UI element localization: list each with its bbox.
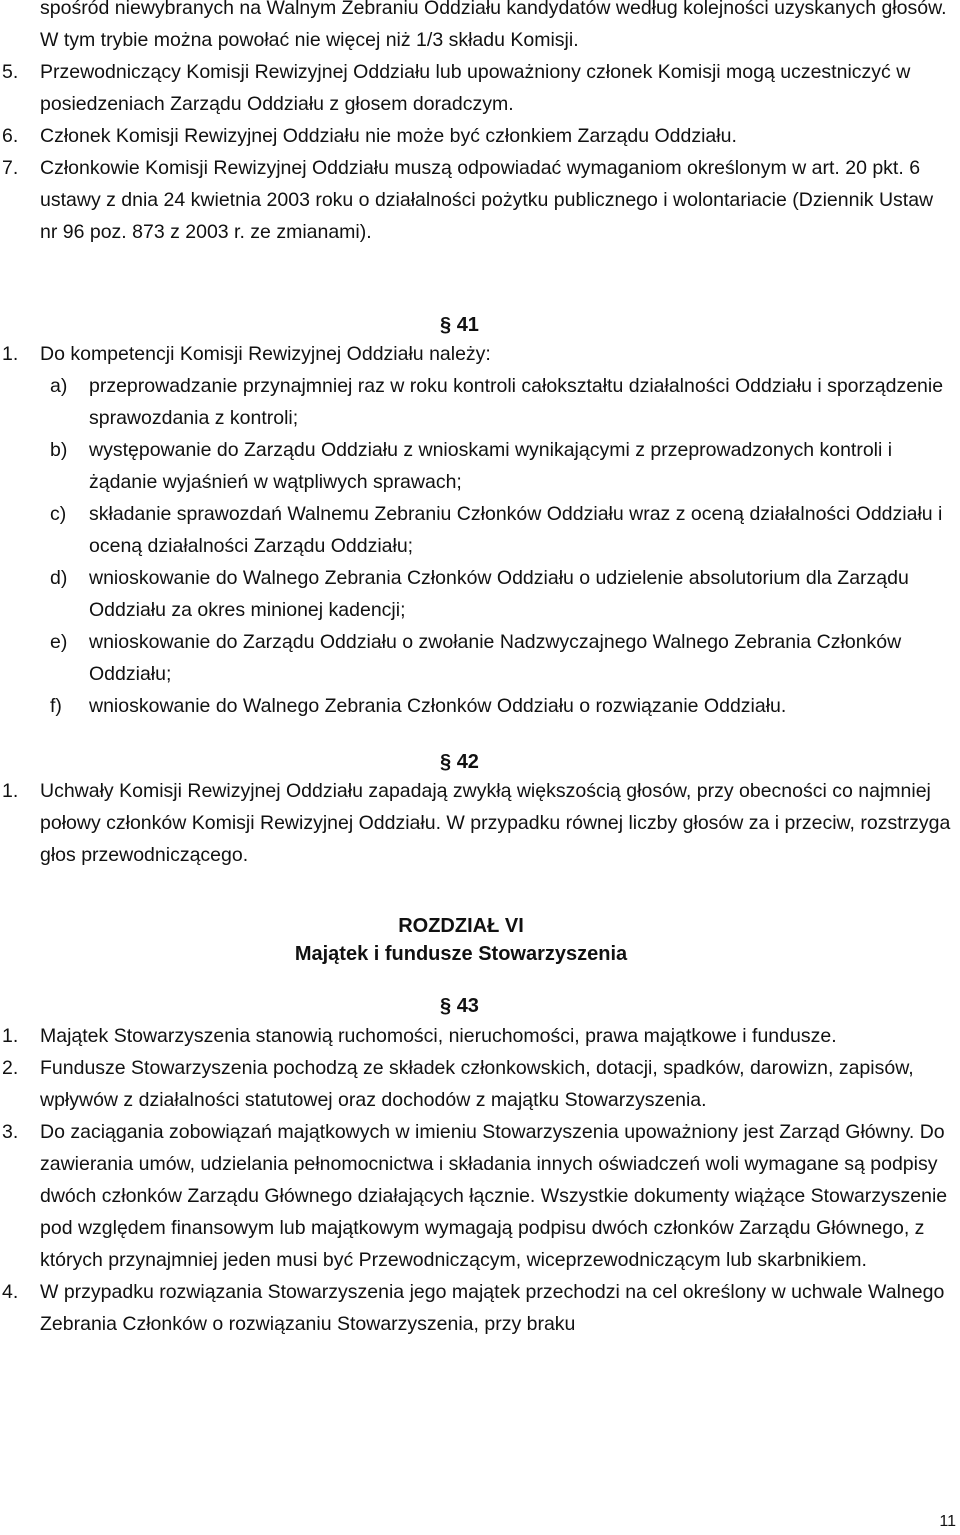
item-text: Do zaciągania zobowiązań majątkowych w imieniu Stowarzyszenia upoważniony jest Zarząd Główny. Do zawierania umów, udzielania pełnomocnictwa i składania innych oświadczeń woli wymagane są podpisy dwóch członków Zarządu Głównego działających łącznie. Wszystkie dokumenty wiążące Stowarzyszenie pod względem finansowym lub majątkowym wymagają podpisu dwóch członków Zarządu Głównego, z których przynajmniej jeden musi być Przewodniczącym, wiceprzewodniczącym lub skarbnikiem.	[40, 1121, 948, 1271]
sub-item	[0, 626, 955, 690]
list-item	[0, 1020, 955, 1052]
sub-item-label: f)	[50, 695, 62, 717]
sub-item	[0, 690, 955, 722]
chapter-subtitle: Majątek i fundusze Stowarzyszenia	[294, 943, 628, 965]
section-heading-42	[440, 746, 479, 778]
sub-item-text: przeprowadzanie przynajmniej raz w roku kontroli całokształtu działalności Oddziału i sporządzenie sprawozdania z kontroli;	[89, 375, 944, 429]
list-item	[0, 1116, 955, 1276]
list-item	[0, 56, 955, 120]
item-text: Członek Komisji Rewizyjnej Oddziału nie może być członkiem Zarządu Oddziału.	[40, 125, 737, 147]
section-number: 41	[456, 314, 479, 336]
item-number: 5.	[2, 61, 19, 83]
section-number: 42	[456, 751, 479, 773]
sub-item-text: wnioskowanie do Walnego Zebrania Członków Oddziału o rozwiązanie Oddziału.	[89, 695, 787, 717]
item-number: 2.	[2, 1057, 19, 1079]
item-number: 6.	[2, 125, 19, 147]
sub-item	[0, 498, 955, 562]
sub-item	[0, 562, 955, 626]
sub-item	[0, 434, 955, 498]
section-41-body	[0, 338, 955, 722]
item-number: 3.	[2, 1121, 19, 1143]
intro-block	[0, 0, 955, 248]
item-text: Do kompetencji Komisji Rewizyjnej Oddziału należy:	[40, 343, 491, 365]
section-42-body	[0, 775, 955, 871]
item-number: 4.	[2, 1281, 19, 1303]
list-item	[0, 120, 955, 152]
sub-item-label: e)	[50, 631, 68, 653]
list-item	[0, 1276, 955, 1340]
item-number: 7.	[2, 157, 19, 179]
item-number: 1.	[2, 780, 19, 802]
sub-item-text: wnioskowanie do Walnego Zebrania Członków Oddziału o udzielenie absolutorium dla Zarządu Oddziału za okres minionej kadencji;	[89, 567, 909, 621]
continuation-text: spośród niewybranych na Walnym Zebraniu Oddziału kandydatów według kolejności uzyskanych głosów. W tym trybie można powołać nie więcej niż 1/3 składu Komisji.	[40, 0, 947, 51]
page-number: 11	[939, 1513, 956, 1530]
list-item	[0, 775, 955, 871]
list-item	[0, 152, 955, 248]
item-text: W przypadku rozwiązania Stowarzyszenia jego majątek przechodzi na cel określony w uchwale Walnego Zebrania Członków o rozwiązaniu Stowarzyszenia, przy braku	[40, 1281, 945, 1335]
item-text: Przewodniczący Komisji Rewizyjnej Oddziału lub upoważniony członek Komisji mogą uczestniczyć w posiedzeniach Zarządu Oddziału z głosem doradczym.	[40, 61, 911, 115]
item-number: 1.	[2, 343, 19, 365]
continuation-paragraph	[0, 0, 955, 56]
item-text: Majątek Stowarzyszenia stanowią ruchomości, nieruchomości, prawa majątkowe i fundusze.	[40, 1025, 837, 1047]
paragraph-sign-icon: §	[440, 751, 452, 773]
section-heading-43	[440, 990, 479, 1022]
sub-item	[0, 370, 955, 434]
item-number: 1.	[2, 1025, 19, 1047]
item-text: Uchwały Komisji Rewizyjnej Oddziału zapadają zwykłą większością głosów, przy obecności co najmniej połowy członków Komisji Rewizyjnej Oddziału. W przypadku równej liczby głosów za i przeciw, rozstrzyga głos przewodniczącego.	[40, 780, 951, 866]
sub-item-label: a)	[50, 375, 68, 397]
sub-item-label: b)	[50, 439, 68, 461]
list-item	[0, 338, 955, 370]
paragraph-sign-icon: §	[440, 995, 452, 1017]
section-heading-41	[440, 309, 479, 341]
list-item	[0, 1052, 955, 1116]
section-43-body	[0, 1020, 955, 1340]
sub-item-label: d)	[50, 567, 68, 589]
section-number: 43	[456, 995, 479, 1017]
item-text: Fundusze Stowarzyszenia pochodzą ze składek członkowskich, dotacji, spadków, darowizn, zapisów, wpływów z działalności statutowej oraz dochodów z majątku Stowarzyszenia.	[40, 1057, 914, 1111]
sub-item-text: wnioskowanie do Zarządu Oddziału o zwołanie Nadzwyczajnego Walnego Zebrania Członków Oddziału;	[89, 631, 902, 685]
sub-item-text: występowanie do Zarządu Oddziału z wnioskami wynikającymi z przeprowadzonych kontroli i żądanie wyjaśnień w wątpliwych sprawach;	[89, 439, 893, 493]
chapter-title: ROZDZIAŁ VI	[398, 915, 524, 937]
paragraph-sign-icon: §	[440, 314, 452, 336]
sub-item-text: składanie sprawozdań Walnemu Zebraniu Członków Oddziału wraz z oceną działalności Oddziału i oceną działalności Zarządu Oddziału;	[89, 503, 943, 557]
item-text: Członkowie Komisji Rewizyjnej Oddziału muszą odpowiadać wymaganiom określonym w art. 20 pkt. 6 ustawy z dnia 24 kwietnia 2003 roku o działalności pożytku publicznego i wolontariacie (Dziennik Ustaw nr 96 poz. 873 z 2003 r. ze zmianami).	[40, 157, 934, 243]
sub-item-label: c)	[50, 503, 67, 525]
